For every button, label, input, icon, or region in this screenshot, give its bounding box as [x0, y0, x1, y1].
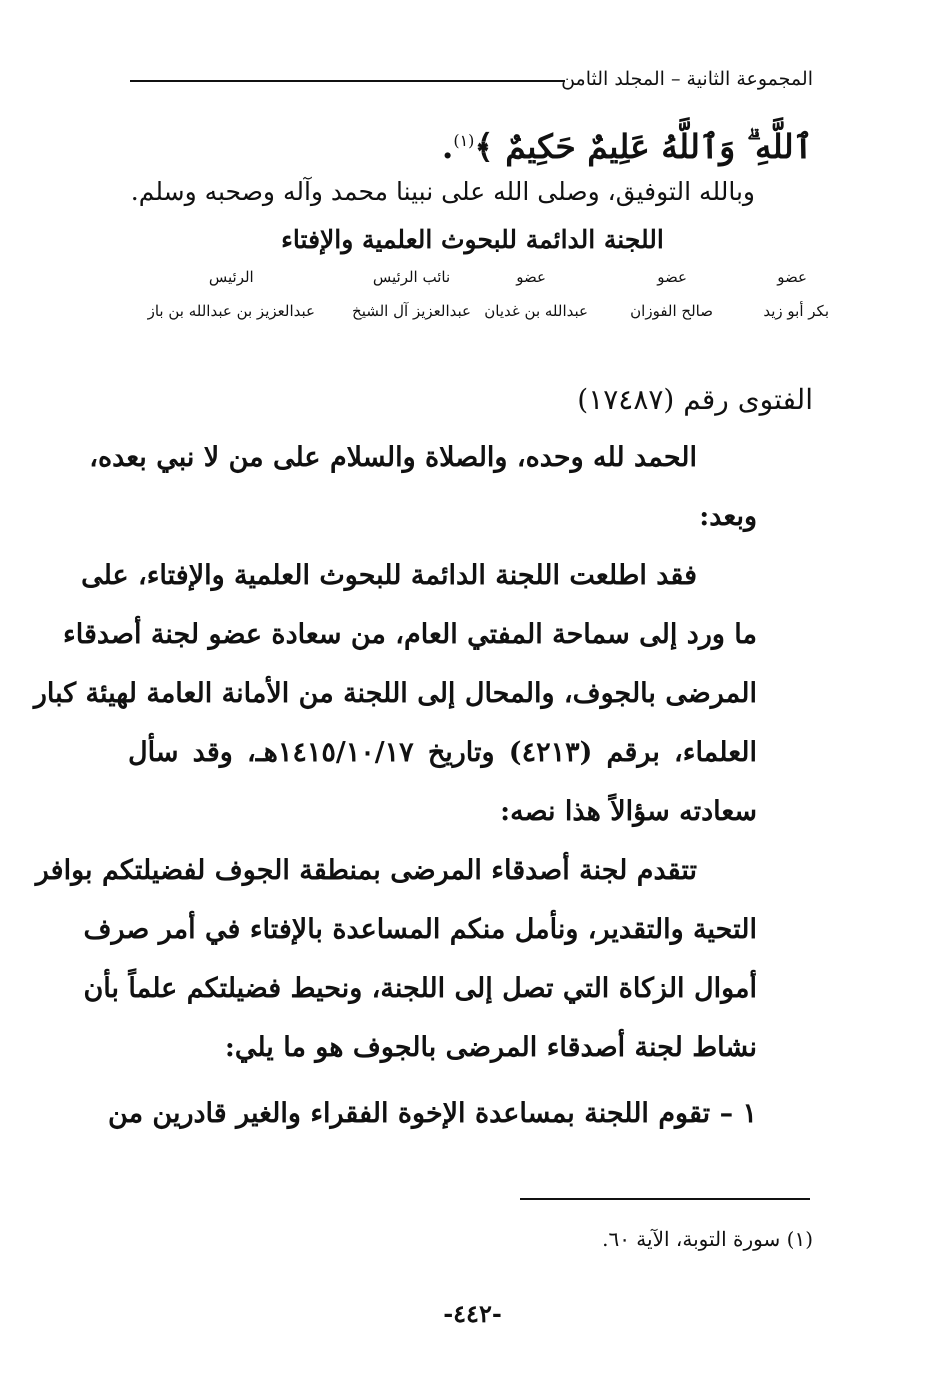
body-line: المرضى بالجوف، والمحال إلى اللجنة من الأمانة العامة لهيئة كبار: [33, 678, 757, 709]
body-line: نشاط لجنة أصدقاء المرضى بالجوف هو ما يلي:: [224, 1032, 757, 1063]
body-line: فقد اطلعت اللجنة الدائمة للبحوث العلمية والإفتاء، على: [81, 560, 697, 591]
signatory-name: عبدالعزيز آل الشيخ: [352, 302, 471, 320]
fatwa-title: الفتوى رقم (١٧٤٨٧): [577, 383, 813, 416]
body-line: سعادته سؤالاً هذا نصه:: [500, 796, 757, 827]
signatory-name: عبدالعزيز بن عبدالله بن باز: [147, 302, 315, 320]
verse-line: [442, 116, 813, 172]
verse-text: ٱللَّهِ ۗ وَٱللَّهُ عَلِيمٌ حَكِيمٌ ﴾: [474, 127, 813, 166]
signatory: [484, 266, 588, 322]
signatory-role: نائب الرئيس: [372, 268, 451, 286]
signatory-role: الرئيس: [208, 268, 254, 286]
footnote: (١) سورة التوبة، الآية ٦٠.: [602, 1227, 813, 1251]
body-line: أموال الزكاة التي تصل إلى اللجنة، ونحيط فضيلتكم علماً بأن: [83, 973, 757, 1004]
signatory-role: عضو: [657, 268, 687, 286]
signatory: [352, 266, 471, 322]
closing-prayer: وبالله التوفيق، وصلى الله على نبينا محمد وآله وصحبه وسلم.: [130, 177, 755, 206]
footnote-marker[interactable]: (١): [453, 131, 475, 150]
page-number: -٤٤٢-: [443, 1299, 502, 1328]
body-line: وبعد:: [699, 501, 757, 532]
body-line: التحية والتقدير، ونأمل منكم المساعدة بالإفتاء في أمر صرف: [83, 914, 757, 945]
signatory: [630, 266, 713, 322]
body-line: ١ – تقوم اللجنة بمساعدة الإخوة الفقراء والغير قادرين من: [108, 1098, 757, 1129]
footnote-rule: [520, 1198, 810, 1200]
committee-name: اللجنة الدائمة للبحوث العلمية والإفتاء: [281, 225, 664, 254]
signatory-name: عبدالله بن غديان: [484, 302, 588, 320]
signatory-role: عضو: [777, 268, 807, 286]
signatory-name: صالح الفوزان: [630, 302, 713, 320]
body-line: الحمد لله وحده، والصلاة والسلام على من لا نبي بعده،: [89, 442, 697, 473]
verse-end-dot: .: [441, 127, 454, 166]
body-line: تتقدم لجنة أصدقاء المرضى بمنطقة الجوف لفضيلتكم بوافر: [35, 855, 697, 886]
signatory: [763, 266, 829, 322]
signatory-name: بكر أبو زيد: [763, 302, 829, 320]
body-line: ما ورد إلى سماحة المفتي العام، من سعادة عضو لجنة أصدقاء: [63, 619, 757, 650]
signatory: [148, 266, 315, 322]
signatory-role: عضو: [516, 268, 546, 286]
running-header: المجموعة الثانية – المجلد الثامن: [561, 68, 813, 90]
body-line: العلماء، برقم (٤٢١٣) وتاريخ ١٤١٥/١٠/١٧هـ، وقد سأل: [128, 737, 757, 768]
header-rule: [130, 80, 565, 82]
